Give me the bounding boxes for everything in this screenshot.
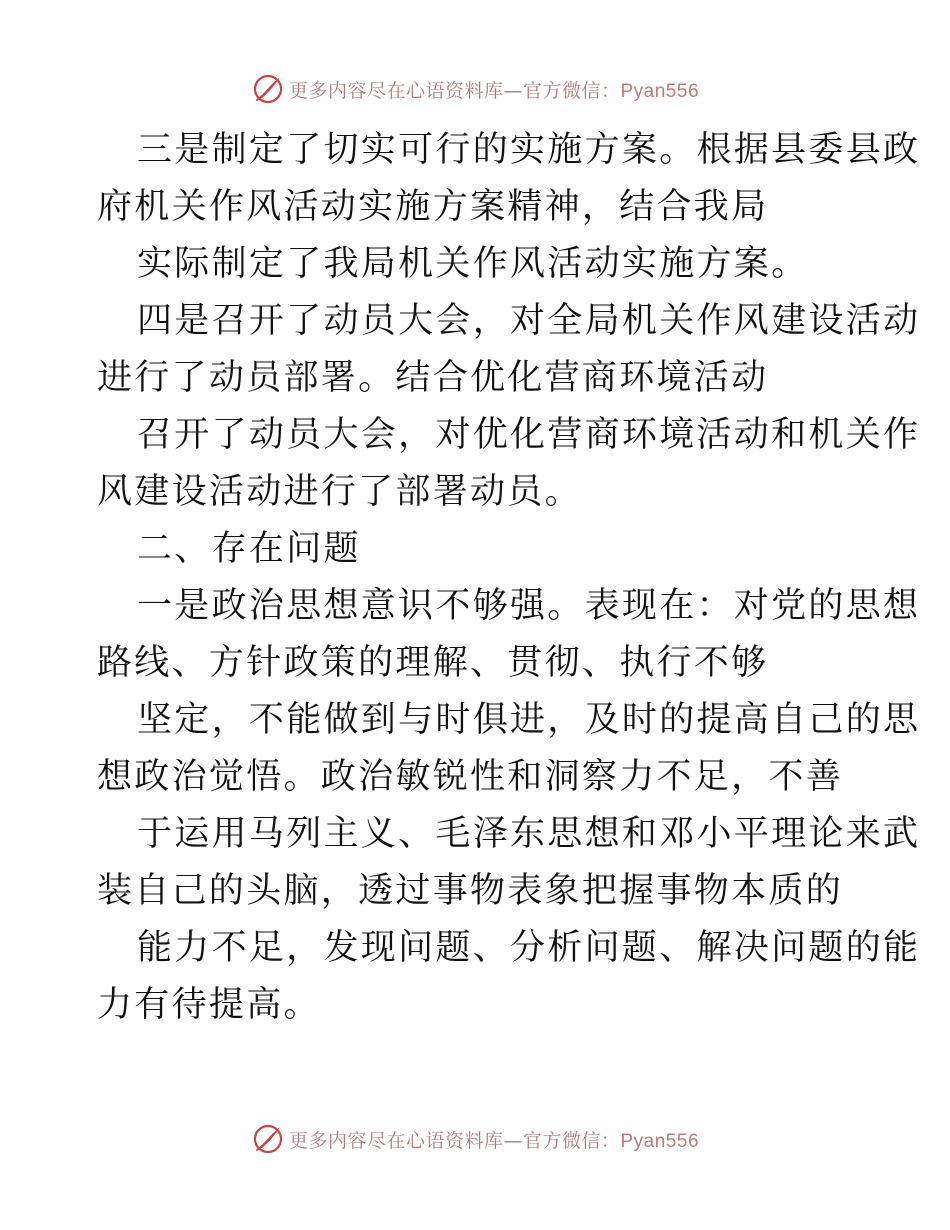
watermark-text <box>289 76 699 103</box>
watermark-brand: 更多内容尽在心语资料库 <box>288 79 504 102</box>
document-body <box>97 122 921 1034</box>
paragraph-line: 能力不足，发现问题、分析问题、解决问题的能 <box>137 928 921 968</box>
paragraph-line: 于运用马列主义、毛泽东思想和邓小平理论来武 <box>137 814 921 854</box>
quill-pen-circle-icon <box>251 1122 285 1156</box>
paragraph-line: 风建设活动进行了部署动员。 <box>97 472 582 512</box>
paragraph-line: 召开了动员大会，对优化营商环境活动和机关作 <box>137 415 921 455</box>
watermark-wechat-id: Pyan556 <box>620 80 700 102</box>
watermark-text <box>289 1126 699 1153</box>
paragraph-line: 进行了动员部署。结合优化营商环境活动 <box>97 358 769 398</box>
watermark-wechat-label: 官方微信： <box>522 79 621 102</box>
header-watermark <box>0 72 950 106</box>
paragraph-line: 力有待提高。 <box>97 985 321 1025</box>
footer-watermark <box>0 1122 950 1156</box>
paragraph-line: 坚定，不能做到与时俱进，及时的提高自己的思 <box>137 700 921 740</box>
watermark-wechat-id: Pyan556 <box>620 1130 700 1152</box>
paragraph-line: 四是召开了动员大会，对全局机关作风建设活动 <box>137 301 921 341</box>
paragraph-line: 三是制定了切实可行的实施方案。根据县委县政 <box>137 130 921 170</box>
paragraph-line: 路线、方针政策的理解、贯彻、执行不够 <box>97 643 769 683</box>
paragraph-line: 一是政治思想意识不够强。表现在：对党的思想 <box>137 586 921 626</box>
watermark-dash: — <box>503 79 523 102</box>
watermark-wechat-label: 官方微信： <box>522 1129 621 1152</box>
watermark-brand: 更多内容尽在心语资料库 <box>288 1129 504 1152</box>
quill-pen-circle-icon <box>251 72 285 106</box>
paragraph-line: 实际制定了我局机关作风活动实施方案。 <box>137 244 809 284</box>
watermark-dash: — <box>503 1129 523 1152</box>
paragraph-line: 装自己的头脑，透过事物表象把握事物本质的 <box>97 871 844 911</box>
paragraph-line: 想政治觉悟。政治敏锐性和洞察力不足，不善 <box>97 757 844 797</box>
section-heading: 二、存在问题 <box>137 529 361 569</box>
paragraph-line: 府机关作风活动实施方案精神，结合我局 <box>97 187 769 227</box>
